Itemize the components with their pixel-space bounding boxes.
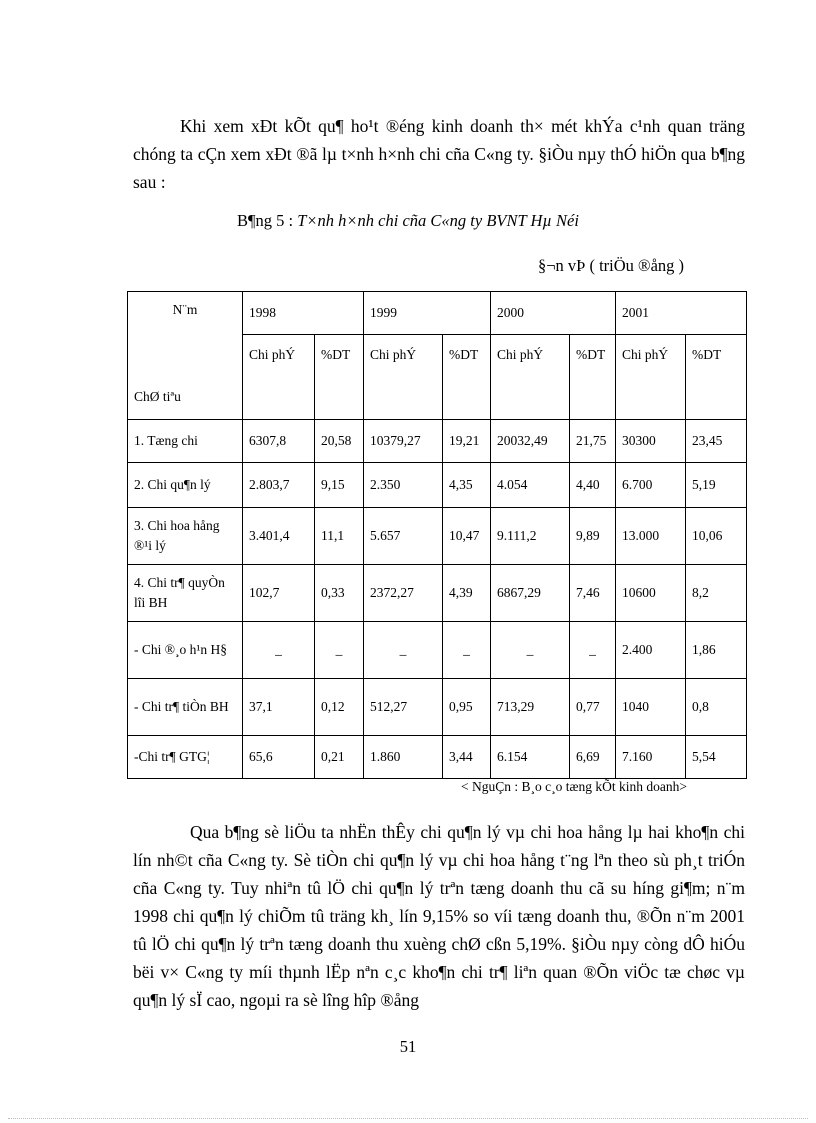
- page-number: 51: [399, 1037, 417, 1056]
- table-cell: 9.111,2: [491, 508, 570, 565]
- table-cell: 713,29: [491, 679, 570, 736]
- table-cell: 11,1: [315, 508, 364, 565]
- table-cell: 6,69: [570, 736, 616, 779]
- table-caption: [0, 211, 816, 231]
- year-header-row: [128, 292, 747, 335]
- table-cell: _: [364, 622, 443, 679]
- row-label: 2. Chi qu¶n lý: [128, 463, 243, 508]
- table-cell: 4.054: [491, 463, 570, 508]
- table-cell: 10,06: [686, 508, 747, 565]
- corner-cell: [128, 292, 243, 420]
- year-header: 2000: [491, 292, 616, 335]
- table-cell: 0,12: [315, 679, 364, 736]
- table-row: [128, 420, 747, 463]
- table-cell: _: [315, 622, 364, 679]
- row-label: - Chi tr¶ tiÒn BH: [128, 679, 243, 736]
- table-cell: 10379,27: [364, 420, 443, 463]
- sub-header: %DT: [443, 335, 491, 420]
- year-header: 2001: [616, 292, 747, 335]
- sub-header: Chi phÝ: [616, 335, 686, 420]
- table-row: [128, 565, 747, 622]
- year-header: 1999: [364, 292, 491, 335]
- table-cell: 5,19: [686, 463, 747, 508]
- corner-year-label: N¨m: [172, 302, 198, 317]
- table-cell: 10,47: [443, 508, 491, 565]
- table-cell: 30300: [616, 420, 686, 463]
- table-cell: 13.000: [616, 508, 686, 565]
- table-row: [128, 736, 747, 779]
- row-label: 1. Tæng chi: [128, 420, 243, 463]
- table-cell: 0,33: [315, 565, 364, 622]
- table-cell: 2.803,7: [243, 463, 315, 508]
- unit-label: §¬n vÞ ( triÖu ®ång ): [538, 256, 685, 275]
- table-cell: _: [443, 622, 491, 679]
- intro-paragraph: Khi xem xÐt kÕt qu¶ ho¹t ®éng kinh doanh th× mét khÝa c¹nh quan träng chóng ta cÇn xem xÐt ®ã lµ t×nh h×nh chi cña C«ng ty. §iÒu nµy thÓ hiÖn qua b¶ng sau :: [133, 116, 745, 192]
- sub-header: %DT: [570, 335, 616, 420]
- table-cell: 2.350: [364, 463, 443, 508]
- table-cell: 10600: [616, 565, 686, 622]
- table-cell: 6.154: [491, 736, 570, 779]
- table-cell: 4,35: [443, 463, 491, 508]
- table-cell: 19,21: [443, 420, 491, 463]
- table-cell: 512,27: [364, 679, 443, 736]
- year-header: 1998: [243, 292, 364, 335]
- table-cell: 6867,29: [491, 565, 570, 622]
- sub-header: Chi phÝ: [364, 335, 443, 420]
- table-cell: 9,15: [315, 463, 364, 508]
- table-cell: 2372,27: [364, 565, 443, 622]
- caption-title: T×nh h×nh chi cña C«ng ty BVNT Hµ Néi: [297, 211, 579, 230]
- corner-indicator-label: ChØ tiªu: [134, 389, 181, 404]
- table-cell: 1040: [616, 679, 686, 736]
- table-cell: 4,39: [443, 565, 491, 622]
- table-cell: 7.160: [616, 736, 686, 779]
- sub-header: %DT: [315, 335, 364, 420]
- table-cell: 0,95: [443, 679, 491, 736]
- caption-label: B¶ng 5 :: [237, 211, 294, 230]
- table-cell: 0,8: [686, 679, 747, 736]
- table-cell: 20032,49: [491, 420, 570, 463]
- table-cell: 0,21: [315, 736, 364, 779]
- table-cell: 9,89: [570, 508, 616, 565]
- row-label: 3. Chi hoa hång ®¹i lý: [128, 508, 243, 565]
- table-cell: 2.400: [616, 622, 686, 679]
- table-cell: _: [491, 622, 570, 679]
- table-cell: _: [243, 622, 315, 679]
- table-row: [128, 679, 747, 736]
- table-cell: 4,40: [570, 463, 616, 508]
- table-row: [128, 622, 747, 679]
- analysis-paragraph: Qua b¶ng sè liÖu ta nhËn thÊy chi qu¶n lý vµ chi hoa hång lµ hai kho¶n chi lín nh©t cña C«ng ty. Sè tiÒn chi qu¶n lý vµ chi hoa hång t¨ng lªn theo sù ph¸t triÓn cña C«ng ty. Tuy nhiªn tû lÖ chi qu¶n lý trªn tæng doanh thu cã su híng gi¶m; n¨m 1998 chi qu¶n lý chiÕm tû träng kh¸ lín 9,15% so víi tæng doanh thu, ®Õn n¨m 2001 tû lÖ chi qu¶n lý trªn tæng doanh thu xuèng chØ cßn 5,19%. §iÒu nµy còng dÔ hiÓu bëi v× C«ng ty míi thµnh lËp nªn c¸c kho¶n chi tr¶ liªn quan ®Õn viÖc tæ chøc vµ qu¶n lý sÏ cao, ngoµi ra sè lîng hîp ®ång: [133, 822, 745, 1010]
- table-cell: 1,86: [686, 622, 747, 679]
- footer-divider: [8, 1118, 808, 1119]
- row-label: - Chi ®¸o h¹n H§: [128, 622, 243, 679]
- row-label: 4. Chi tr¶ quyÒn lîi BH: [128, 565, 243, 622]
- table-cell: 1.860: [364, 736, 443, 779]
- sub-header: %DT: [686, 335, 747, 420]
- table-cell: 6307,8: [243, 420, 315, 463]
- source-note: < NguÇn : B¸o c¸o tæng kÕt kinh doanh>: [461, 779, 687, 794]
- table-cell: 3,44: [443, 736, 491, 779]
- sub-header: Chi phÝ: [491, 335, 570, 420]
- table-cell: 21,75: [570, 420, 616, 463]
- expense-table: [127, 291, 747, 779]
- row-label: -Chi tr¶ GTG¦: [128, 736, 243, 779]
- table-cell: 20,58: [315, 420, 364, 463]
- table-cell: _: [570, 622, 616, 679]
- table-cell: 23,45: [686, 420, 747, 463]
- table-cell: 65,6: [243, 736, 315, 779]
- table-cell: 102,7: [243, 565, 315, 622]
- table-cell: 37,1: [243, 679, 315, 736]
- table-cell: 8,2: [686, 565, 747, 622]
- table-cell: 5.657: [364, 508, 443, 565]
- table-row: [128, 463, 747, 508]
- table-cell: 5,54: [686, 736, 747, 779]
- table-cell: 7,46: [570, 565, 616, 622]
- sub-header: Chi phÝ: [243, 335, 315, 420]
- table-cell: 6.700: [616, 463, 686, 508]
- table-cell: 0,77: [570, 679, 616, 736]
- table-cell: 3.401,4: [243, 508, 315, 565]
- table-row: [128, 508, 747, 565]
